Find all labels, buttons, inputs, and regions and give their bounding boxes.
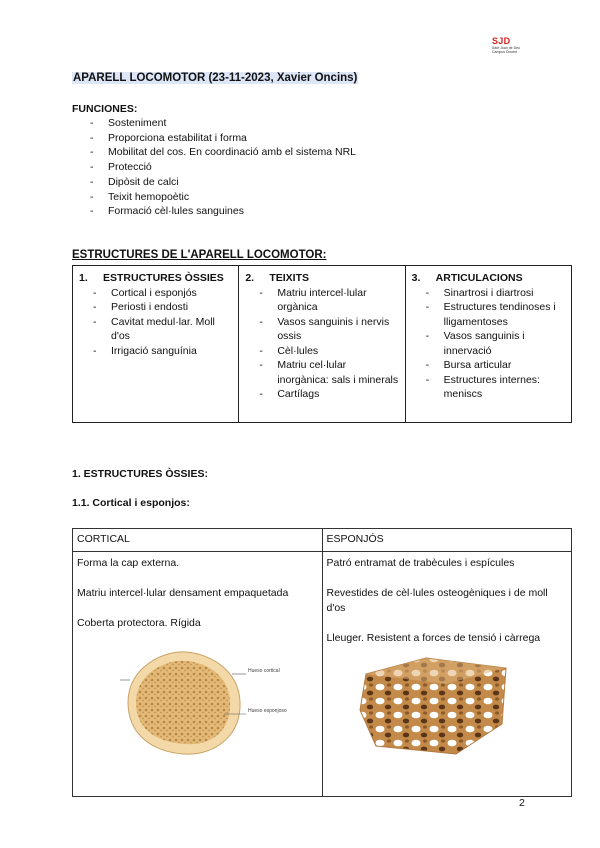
list-item: - Sosteniment [90, 116, 510, 131]
list-item: - Cortical i esponjós [93, 286, 232, 301]
esponjos-text: Revestides de cèl·lules osteogèniques i de moll d'os [326, 587, 548, 614]
list-item: - Matriu intercel·lular orgànica [259, 286, 398, 315]
column-heading [412, 271, 565, 286]
structures-column-bone [73, 266, 239, 423]
list-item: - Bursa articular [426, 358, 565, 373]
cortical-text: Forma la cap externa. [77, 557, 180, 569]
label-cortical-bone [248, 668, 280, 674]
list-item: - Periosti i endosti [93, 300, 232, 315]
list-item: - Estructures tendinoses i lligamentoses [426, 300, 565, 329]
column-list [426, 286, 565, 402]
cortical-text: Coberta protectora. Rígida [77, 617, 201, 629]
column-number: 3. [411, 272, 421, 284]
list-item: - Cavitat medul·lar. Moll d'os [93, 315, 232, 344]
structures-heading: ESTRUCTURES DE L'APARELL LOCOMOTOR: [72, 249, 327, 261]
column-title: ESTRUCTURES ÒSSIES [103, 272, 224, 284]
label-cortical-bone-text: Hueso cortical [248, 668, 280, 674]
logo [492, 36, 542, 54]
list-item: - Vasos sanguinis i nervis ossis [259, 315, 398, 344]
list-item: - Formació cèl·lules sanguines [90, 204, 510, 219]
label-spongy-bone-text: Hueso esponjoso [248, 708, 287, 714]
list-item: - Matriu cel·lular inorgànica: sals i minerals [259, 358, 398, 387]
functions-list [90, 116, 510, 219]
list-item: - Irrigació sanguínia [93, 344, 232, 359]
column-list [259, 286, 398, 402]
column-title: ARTICULACIONS [435, 272, 523, 284]
list-item: - Teixit hemopoètic [90, 190, 510, 205]
column-number: 1. [79, 272, 88, 284]
list-item: - Estructures internes: meniscs [426, 373, 565, 402]
list-item: - Cartílags [259, 387, 398, 402]
label-spongy-bone [248, 708, 287, 714]
list-item: - Protecció [90, 160, 510, 175]
page-number: 2 [519, 797, 525, 809]
list-item: - Mobilitat del cos. En coordinació amb el sistema NRL [90, 145, 510, 160]
column-heading [79, 271, 232, 286]
column-heading [245, 271, 398, 286]
list-item: - Sinartrosi i diartrosi [426, 286, 565, 301]
page-title: APARELL LOCOMOTOR (23-11-2023, Xavier Oncins) [73, 72, 358, 84]
list-item: - Cèl·lules [259, 344, 398, 359]
column-header-esponjos: ESPONJÓS [322, 529, 572, 552]
functions-heading: FUNCIONES: [72, 103, 138, 115]
esponjos-text: Lleuger. Resistent a forces de tensió i càrrega [326, 632, 541, 644]
cortical-text: Matriu intercel·lular densament empaquetada [77, 587, 289, 599]
structures-column-joints [405, 266, 571, 423]
list-item: - Dipòsit de calci [90, 175, 510, 190]
column-title: TEIXITS [269, 272, 310, 284]
esponjos-text: Patró entramat de trabècules i espícules [326, 557, 515, 569]
column-list [93, 286, 232, 359]
column-header-cortical: CORTICAL [73, 529, 323, 552]
list-item: - Proporciona estabilitat i forma [90, 131, 510, 146]
subsection-heading: 1.1. Cortical i esponjos: [72, 497, 190, 509]
structures-table [72, 265, 572, 423]
structures-column-tissues [239, 266, 405, 423]
column-number: 2. [245, 272, 255, 284]
bone-cross-section-image [120, 648, 287, 758]
logo-subtitle-2: Campus Docent [492, 50, 518, 54]
logo-mark: SJD [492, 36, 511, 46]
spongy-bone-image [356, 654, 512, 758]
logo-subtitle: Sant Joan de Déu [492, 46, 521, 50]
section-heading: 1. ESTRUCTURES ÒSSIES: [72, 468, 208, 480]
list-item: - Vasos sanguinis i innervació [426, 329, 565, 358]
